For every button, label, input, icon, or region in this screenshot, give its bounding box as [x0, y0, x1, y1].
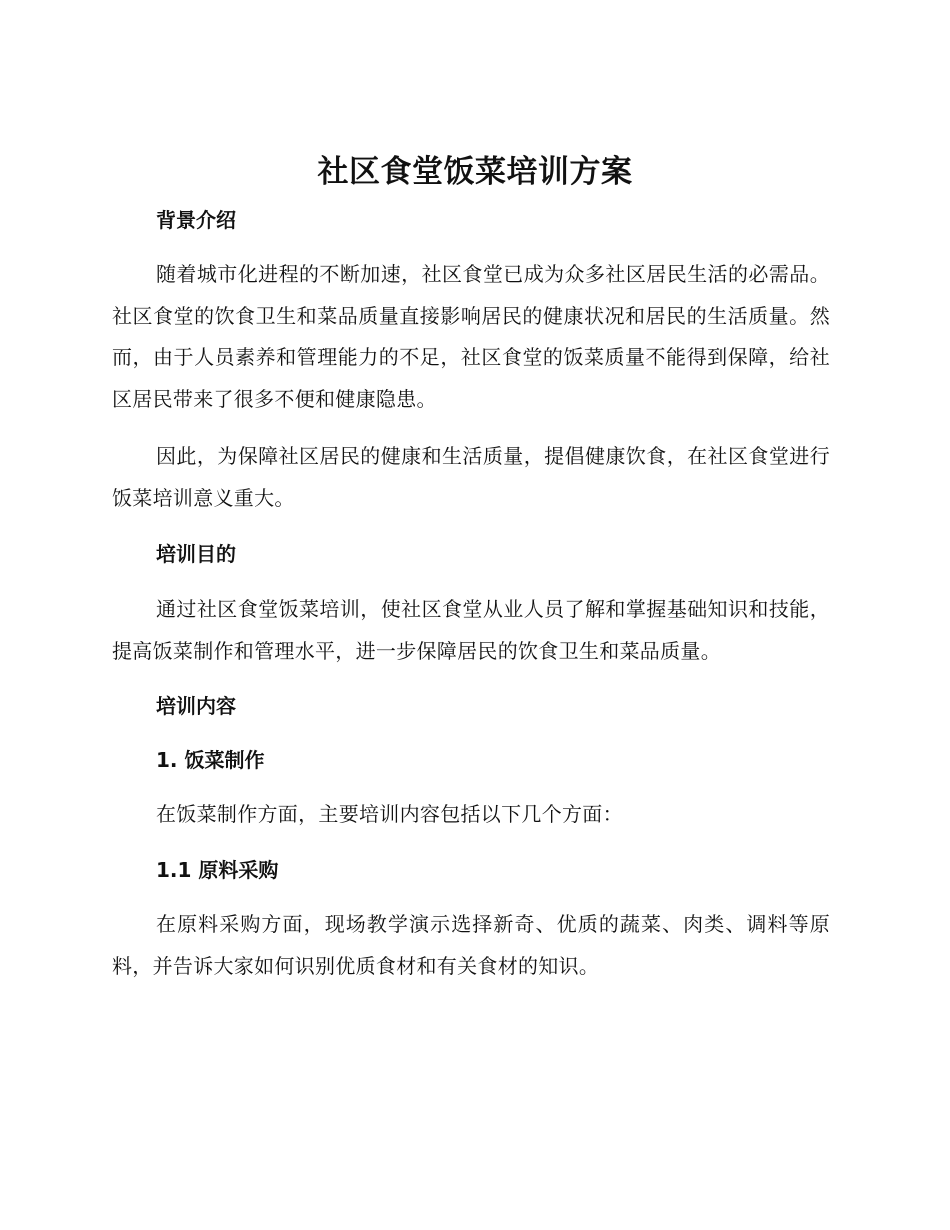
paragraph-procurement: 在原料采购方面，现场教学演示选择新奇、优质的蔬菜、肉类、调料等原料，并告诉大家如何识别优质食材和有关食材的知识。	[112, 912, 830, 978]
section-heading-purpose: 培训目的	[156, 542, 236, 566]
paragraph-purpose: 通过社区食堂饭菜培训，使社区食堂从业人员了解和掌握基础知识和技能，提高饭菜制作和管理水平，进一步保障居民的饮食卫生和菜品质量。	[112, 597, 830, 663]
paragraph-cooking: 在饭菜制作方面，主要培训内容包括以下几个方面：	[156, 802, 623, 826]
section-heading-content: 培训内容	[156, 694, 236, 718]
paragraph-background: 随着城市化进程的不断加速，社区食堂已成为众多社区居民生活的必需品。社区食堂的饮食卫生和菜品质量直接影响居民的健康状况和居民的生活质量。然而，由于人员素养和管理能力的不足，社区食堂的饭菜质量不能得到保障，给社区居民带来了很多不便和健康隐患。	[112, 262, 830, 411]
section-heading-background: 背景介绍	[156, 208, 236, 232]
paragraph-significance: 因此，为保障社区居民的健康和生活质量，提倡健康饮食，在社区食堂进行饭菜培训意义重大。	[112, 444, 830, 510]
subsection-heading-cooking: 1. 饭菜制作	[156, 748, 265, 772]
subsection-heading-procurement: 1.1 原料采购	[156, 858, 279, 882]
document-title: 社区食堂饭菜培训方案	[317, 154, 633, 190]
